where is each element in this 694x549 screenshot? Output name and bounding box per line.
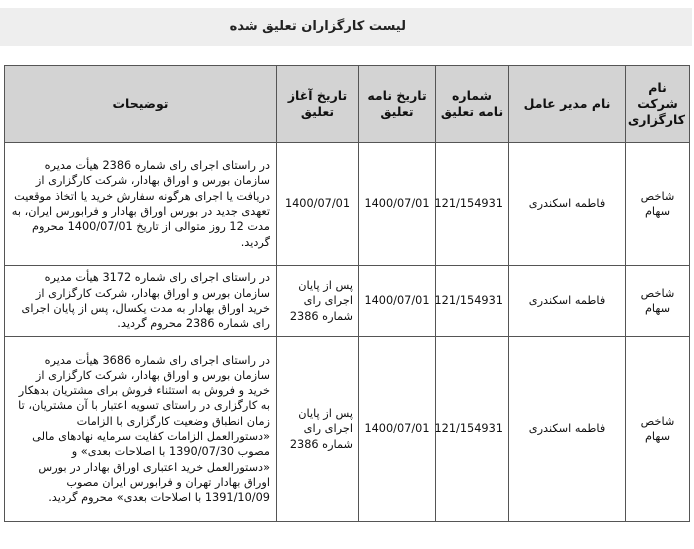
cell-letter-date: 1400/07/01 xyxy=(359,266,436,337)
table-row xyxy=(5,337,690,522)
header-manager: نام مدیر عامل xyxy=(509,66,626,143)
cell-manager: فاطمه اسکندری xyxy=(509,266,626,337)
page-title: لیست کارگزاران تعلیق شده xyxy=(229,19,406,34)
cell-description: در راستای اجرای رای شماره 2386 هیأت مدیره سازمان بورس و اوراق بهادار، شرکت کارگزاری از دریافت یا اجرای هرگونه سفارش خرید یا اتخاذ موقعیت تعهدی جدید در بورس اوراق بهادار و فرابورس ایران، به مدت 12 روز متوالی از تاریخ 1400/07/01 محروم گردید. xyxy=(5,143,277,266)
cell-letter-number: 121/154931 xyxy=(436,266,509,337)
cell-letter-date: 1400/07/01 xyxy=(359,337,436,522)
header-company: نام شرکت کارگزاری xyxy=(626,66,690,143)
cell-manager: فاطمه اسکندری xyxy=(509,337,626,522)
cell-start-date: پس از پایان اجرای رای شماره 2386 xyxy=(277,266,359,337)
table-row xyxy=(5,266,690,337)
cell-letter-date: 1400/07/01 xyxy=(359,143,436,266)
cell-letter-number: 121/154931 xyxy=(436,337,509,522)
cell-company: شاخص سهام xyxy=(626,266,690,337)
suspended-brokers-table xyxy=(4,65,690,522)
header-letter-number: شماره نامه تعلیق xyxy=(436,66,509,143)
header-description: توضیحات xyxy=(5,66,277,143)
header-start-date: تاریخ آغاز تعلیق xyxy=(277,66,359,143)
cell-letter-number: 121/154931 xyxy=(436,143,509,266)
cell-start-date: پس از پایان اجرای رای شماره 2386 xyxy=(277,337,359,522)
cell-description: در راستای اجرای رای شماره 3686 هیأت مدیره سازمان بورس و اوراق بهادار، شرکت کارگزاری از خرید و فروش به استثناء فروش برای مشتریان بدهکار به کارگزاری در راستای تسویه اعتبار با آن مشتریان، تا زمان انطباق وضعیت کارگزاری با الزامات «دستورالعمل الزامات کفایت سرمایه نهادهای مالی مصوب 1390/07/30 با اصلاحات بعدی» و «دستورالعمل خرید اعتباری اوراق بهادار در بورس اوراق بهادار تهران و فرابورس ایران مصوب 1391/10/09 با اصلاحات بعدی» محروم گردید. xyxy=(5,337,277,522)
cell-company: شاخص سهام xyxy=(626,143,690,266)
header-letter-date: تاریخ نامه تعلیق xyxy=(359,66,436,143)
cell-manager: فاطمه اسکندری xyxy=(509,143,626,266)
cell-description: در راستای اجرای رای شماره 3172 هیأت مدیره سازمان بورس و اوراق بهادار، شرکت کارگزاری از خرید اوراق بهادار به مدت یکسال، پس از پایان اجرای رای شماره 2386 محروم گردید. xyxy=(5,266,277,337)
title-bar xyxy=(0,8,692,46)
cell-company: شاخص سهام xyxy=(626,337,690,522)
cell-start-date: 1400/07/01 xyxy=(277,143,359,266)
table-row xyxy=(5,143,690,266)
header-row xyxy=(5,66,690,143)
